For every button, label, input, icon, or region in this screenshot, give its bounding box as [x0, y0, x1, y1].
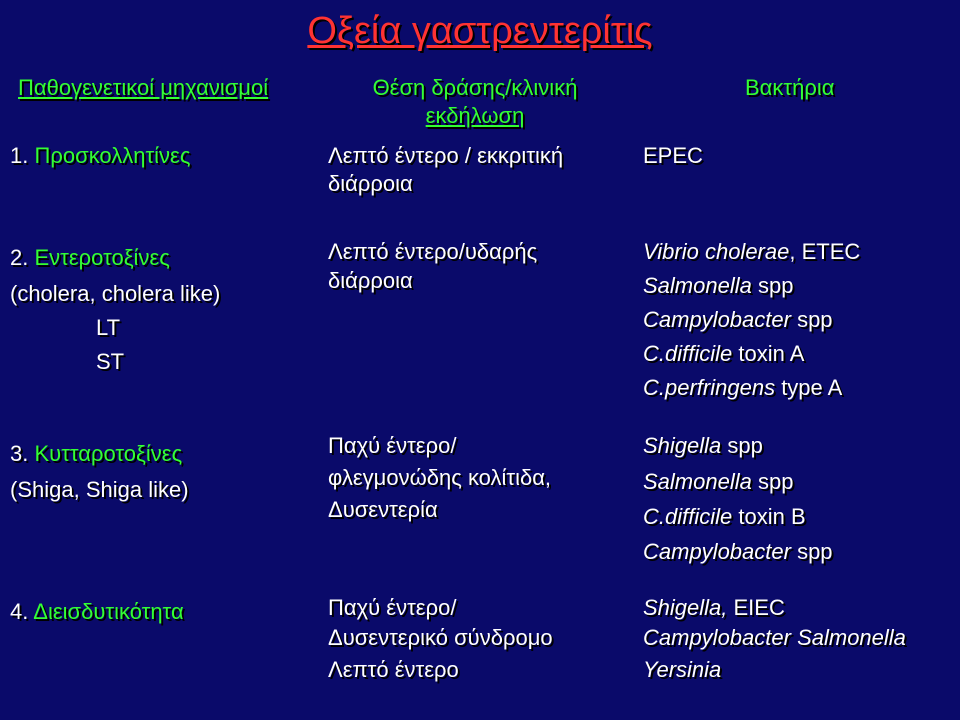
bacteria-suffix: toxin A	[732, 341, 805, 366]
row1-bacteria: EPEC	[643, 143, 703, 168]
row4-mechanism	[10, 596, 184, 628]
row3-bacteria-4	[643, 536, 833, 568]
row3-mechanism	[10, 438, 182, 470]
bacteria-name: Campylobacter	[643, 539, 791, 564]
bacteria-name: C.perfringens	[643, 375, 776, 400]
bacteria-name: Salmonella	[643, 469, 752, 494]
row1-mechanism	[10, 140, 190, 172]
row2-label: Εντεροτοξίνες	[34, 245, 170, 270]
row3-bacteria-3	[643, 501, 806, 533]
slide-title: Οξεία γαστρεντερίτις	[307, 10, 653, 52]
row4-site-line2: Δυσεντερικό σύνδρομο	[328, 625, 553, 650]
bacteria-name: Salmonella	[643, 273, 752, 298]
row3-label: Κυτταροτοξίνες	[34, 441, 183, 466]
row2-sub-3: ST	[96, 349, 125, 374]
bacteria-name: Vibrio cholerae	[643, 239, 790, 264]
bacteria-suffix: type A	[775, 375, 843, 400]
bacteria-suffix: toxin B	[732, 504, 806, 529]
row3-site-line2: φλεγμονώδης κολίτιδα,	[328, 465, 552, 490]
row4-number: 4.	[10, 599, 29, 624]
row3-bacteria-2	[643, 466, 793, 498]
row2-bacteria-4	[643, 338, 804, 370]
row4-label: Διεισδυτικότητα	[33, 599, 184, 624]
bacteria-suffix: spp	[790, 307, 833, 332]
bacteria-suffix: spp	[790, 539, 833, 564]
row2-site-line2: διάρροια	[328, 268, 413, 293]
row3-site-line3: Δυσεντερία	[328, 497, 438, 522]
row4-site-line1: Παχύ έντερο/	[328, 595, 457, 620]
row1-site-line2: διάρροια	[328, 171, 413, 196]
row2-number: 2.	[10, 245, 29, 270]
header-mechanisms: Παθογενετικοί μηχανισμοί	[18, 75, 269, 100]
row2-bacteria-1	[643, 236, 860, 268]
row2-bacteria-3	[643, 304, 833, 336]
row3-bacteria-1	[643, 430, 763, 462]
row4-bacteria-1	[643, 592, 785, 624]
bacteria-name: Shigella,	[643, 595, 728, 620]
bacteria-name: C.difficile	[643, 341, 733, 366]
row3-sub-1: (Shiga, Shiga like)	[10, 477, 189, 502]
header-site-line1: Θέση δράσης/κλινική	[372, 75, 578, 100]
header-bacteria: Βακτήρια	[745, 75, 835, 100]
row1-number: 1.	[10, 143, 29, 168]
bacteria-suffix: spp	[751, 273, 794, 298]
row3-site-line1: Παχύ έντερο/	[328, 433, 457, 458]
bacteria-suffix: spp	[721, 433, 763, 458]
bacteria-name: Campylobacter Salmonella	[643, 625, 906, 650]
bacteria-name: C.difficile	[643, 504, 733, 529]
row4-bacteria-3	[643, 654, 721, 686]
row2-mechanism	[10, 242, 170, 274]
row1-label: Προσκολλητίνες	[34, 143, 191, 168]
bacteria-name: Campylobacter	[643, 307, 791, 332]
bacteria-suffix: EIEC	[727, 595, 785, 620]
row4-site-line3: Λεπτό έντερο	[328, 657, 459, 682]
row3-number: 3.	[10, 441, 29, 466]
header-site-line2: εκδήλωση	[425, 103, 525, 128]
row4-bacteria-2	[643, 622, 906, 654]
bacteria-suffix: spp	[751, 469, 794, 494]
bacteria-name: Yersinia	[643, 657, 722, 682]
row2-bacteria-2	[643, 270, 793, 302]
row2-sub-2: LT	[96, 315, 121, 340]
row2-site-line1: Λεπτό έντερο/υδαρής	[328, 239, 538, 264]
row1-site-line1: Λεπτό έντερο / εκκριτική	[328, 143, 564, 168]
bacteria-name: Shigella	[643, 433, 722, 458]
row2-sub-1: (cholera, cholera like)	[10, 281, 221, 306]
row2-bacteria-5	[643, 372, 842, 404]
bacteria-suffix: , ETEC	[789, 239, 861, 264]
